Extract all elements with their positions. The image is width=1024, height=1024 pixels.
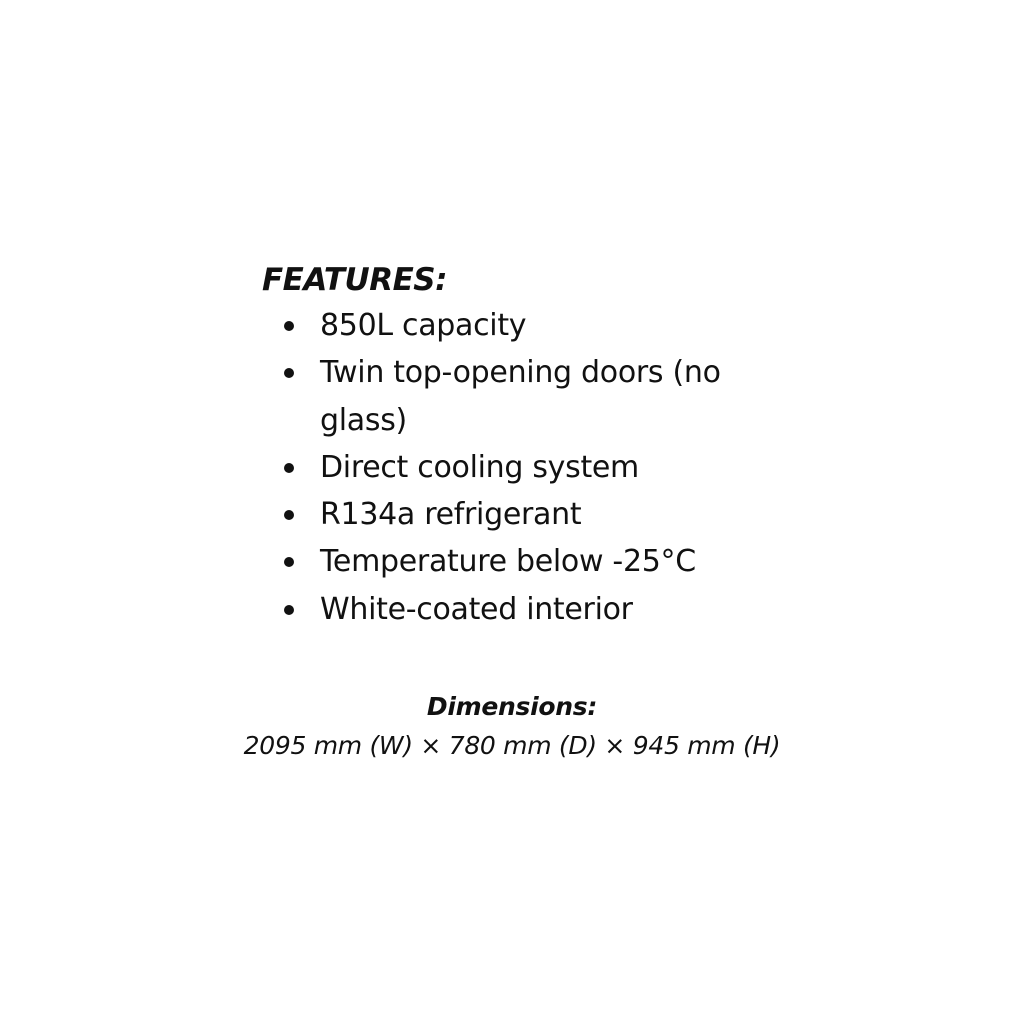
- feature-item: [262, 538, 740, 585]
- bullet-icon: [284, 557, 294, 567]
- features-heading: FEATURES:: [262, 262, 447, 298]
- feature-label: 850L capacity: [320, 308, 527, 343]
- bullet-icon: [284, 510, 294, 520]
- feature-item: [262, 302, 740, 349]
- feature-item: [262, 444, 740, 491]
- feature-item: [262, 349, 740, 444]
- feature-item: [262, 586, 740, 633]
- bullet-icon: [284, 368, 294, 378]
- dimensions-section: [0, 688, 1024, 766]
- dimensions-value: 2095 mm (W) × 780 mm (D) × 945 mm (H): [243, 731, 781, 760]
- bullet-icon: [284, 321, 294, 331]
- feature-label: Temperature below -25°C: [320, 544, 696, 580]
- bullet-icon: [284, 463, 294, 473]
- features-list: [262, 302, 822, 633]
- dimensions-heading: Dimensions:: [426, 692, 598, 721]
- feature-item: [262, 491, 740, 538]
- feature-label: R134a refrigerant: [320, 497, 582, 533]
- feature-label: Direct cooling system: [320, 449, 639, 485]
- feature-label: Twin top-opening doors (no glass): [320, 355, 721, 438]
- features-section: [262, 258, 822, 633]
- feature-label: White-coated interior: [320, 591, 633, 627]
- bullet-icon: [284, 605, 294, 615]
